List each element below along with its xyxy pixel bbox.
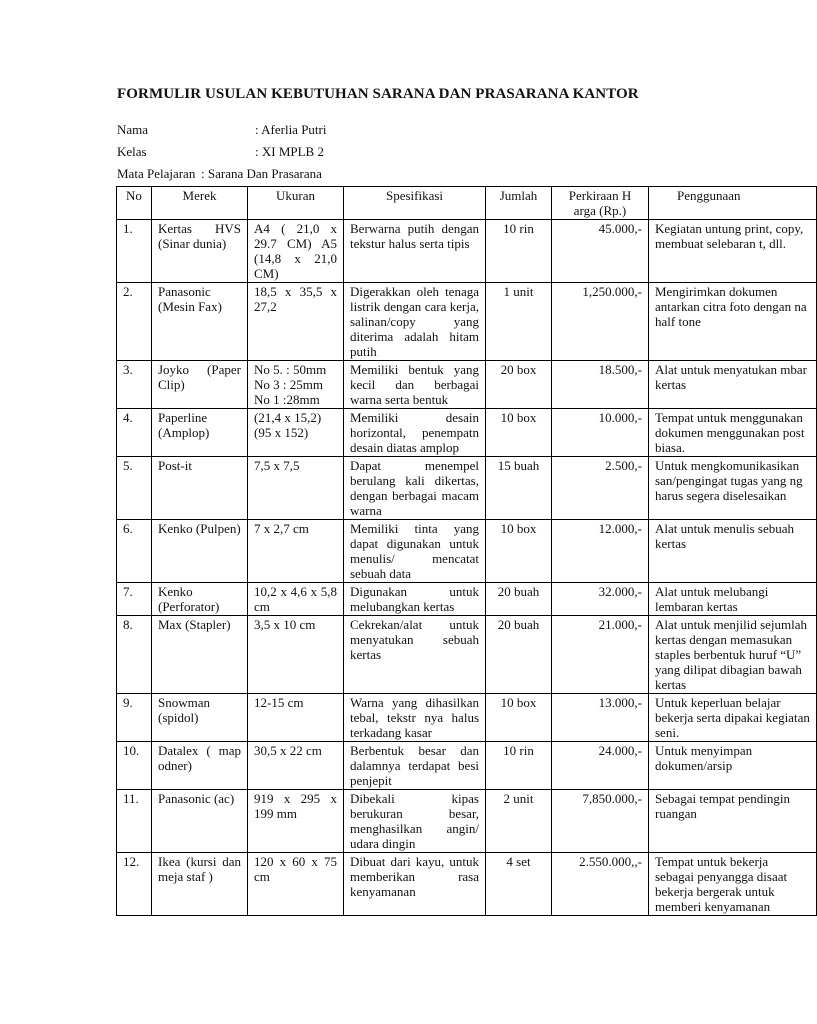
- cell-ukuran: 7,5 x 7,5: [248, 457, 344, 520]
- cell-penggunaan: Tempat untuk menggunakan dokumen menggunakan post biasa.: [649, 409, 817, 457]
- cell-no: 1.: [117, 220, 152, 283]
- table-row: [117, 853, 817, 916]
- table-row: [117, 220, 817, 283]
- cell-penggunaan: Alat untuk melubangi lembaran kertas: [649, 583, 817, 616]
- cell-ukuran: 18,5 x 35,5 x 27,2: [248, 283, 344, 361]
- cell-penggunaan: Untuk menyimpan dokumen/arsip: [649, 742, 817, 790]
- cell-penggunaan: Sebagai tempat pendingin ruangan: [649, 790, 817, 853]
- cell-jumlah: 2 unit: [486, 790, 552, 853]
- table-row: [117, 283, 817, 361]
- cell-harga: 13.000,-: [552, 694, 649, 742]
- cell-ukuran: 30,5 x 22 cm: [248, 742, 344, 790]
- header-jumlah: Jumlah: [486, 187, 552, 220]
- cell-jumlah: 10 box: [486, 694, 552, 742]
- cell-merek: Snowman (spidol): [152, 694, 248, 742]
- cell-jumlah: 15 buah: [486, 457, 552, 520]
- cell-penggunaan: Tempat untuk bekerja sebagai penyangga disaat bekerja bergerak untuk memberi kenyamanan: [649, 853, 817, 916]
- cell-no: 2.: [117, 283, 152, 361]
- table-row: [117, 409, 817, 457]
- meta-row-nama: [117, 122, 327, 138]
- cell-no: 12.: [117, 853, 152, 916]
- cell-merek: Max (Stapler): [152, 616, 248, 694]
- table-row: [117, 790, 817, 853]
- table-header-row: [117, 187, 817, 220]
- cell-penggunaan: Alat untuk menulis sebuah kertas: [649, 520, 817, 583]
- meta-value: : Sarana Dan Prasarana: [201, 166, 322, 181]
- cell-spesifikasi: Cekrekan/alat untuk menyatukan sebuah kertas: [344, 616, 486, 694]
- meta-label: Kelas: [117, 144, 147, 159]
- cell-spesifikasi: Digunakan untuk melubangkan kertas: [344, 583, 486, 616]
- cell-harga: 18.500,-: [552, 361, 649, 409]
- cell-ukuran: 3,5 x 10 cm: [248, 616, 344, 694]
- header-penggunaan: Penggunaan: [649, 187, 817, 220]
- requirements-table: [116, 186, 817, 916]
- cell-harga: 21.000,-: [552, 616, 649, 694]
- cell-jumlah: 10 box: [486, 520, 552, 583]
- cell-merek: Joyko (Paper Clip): [152, 361, 248, 409]
- cell-spesifikasi: Berbentuk besar dan dalamnya terdapat besi penjepit: [344, 742, 486, 790]
- cell-spesifikasi: Dapat menempel berulang kali dikertas, dengan berbagai macam warna: [344, 457, 486, 520]
- header-spesifikasi: Spesifikasi: [344, 187, 486, 220]
- table-row: [117, 694, 817, 742]
- cell-no: 3.: [117, 361, 152, 409]
- cell-merek: Kenko (Perforator): [152, 583, 248, 616]
- cell-spesifikasi: Digerakkan oleh tenaga listrik dengan cara kerja, salinan/copy yang diterima adalah hitam putih: [344, 283, 486, 361]
- header-ukuran: Ukuran: [248, 187, 344, 220]
- cell-no: 10.: [117, 742, 152, 790]
- cell-spesifikasi: Berwarna putih dengan tekstur halus serta tipis: [344, 220, 486, 283]
- cell-penggunaan: Untuk keperluan belajar bekerja serta dipakai kegiatan seni.: [649, 694, 817, 742]
- meta-value: : XI MPLB 2: [255, 144, 324, 159]
- cell-merek: Paperline (Amplop): [152, 409, 248, 457]
- cell-harga: 1,250.000,-: [552, 283, 649, 361]
- cell-merek: Ikea (kursi dan meja staf ): [152, 853, 248, 916]
- cell-jumlah: 10 box: [486, 409, 552, 457]
- cell-harga: 7,850.000,-: [552, 790, 649, 853]
- table-row: [117, 361, 817, 409]
- cell-spesifikasi: Dibuat dari kayu, untuk memberikan rasa kenyamanan: [344, 853, 486, 916]
- cell-no: 6.: [117, 520, 152, 583]
- table-row: [117, 520, 817, 583]
- meta-label: Mata Pelajaran: [117, 166, 196, 181]
- cell-penggunaan: Mengirimkan dokumen antarkan citra foto dengan na half tone: [649, 283, 817, 361]
- cell-harga: 2.500,-: [552, 457, 649, 520]
- cell-jumlah: 20 buah: [486, 583, 552, 616]
- cell-merek: Kertas HVS (Sinar dunia): [152, 220, 248, 283]
- cell-spesifikasi: Memiliki bentuk yang kecil dan berbagai warna serta bentuk: [344, 361, 486, 409]
- cell-merek: Panasonic (Mesin Fax): [152, 283, 248, 361]
- cell-merek: Panasonic (ac): [152, 790, 248, 853]
- cell-ukuran: 7 x 2,7 cm: [248, 520, 344, 583]
- cell-penggunaan: Alat untuk menjilid sejumlah kertas dengan memasukan staples berbentuk huruf “U” yang dilipat dibagian bawah kertas: [649, 616, 817, 694]
- cell-ukuran: 919 x 295 x 199 mm: [248, 790, 344, 853]
- cell-harga: 24.000,-: [552, 742, 649, 790]
- header-merek: Merek: [152, 187, 248, 220]
- cell-spesifikasi: Memiliki tinta yang dapat digunakan untuk menulis/ mencatat sebuah data: [344, 520, 486, 583]
- cell-penggunaan: Kegiatan untung print, copy, membuat selebaran t, dll.: [649, 220, 817, 283]
- cell-ukuran: 12-15 cm: [248, 694, 344, 742]
- cell-jumlah: 4 set: [486, 853, 552, 916]
- cell-harga: 2.550.000,,-: [552, 853, 649, 916]
- cell-no: 5.: [117, 457, 152, 520]
- cell-jumlah: 20 box: [486, 361, 552, 409]
- meta-row-kelas: [117, 144, 324, 160]
- cell-spesifikasi: Dibekali kipas berukuran besar, menghasilkan angin/ udara dingin: [344, 790, 486, 853]
- cell-harga: 32.000,-: [552, 583, 649, 616]
- table-row: [117, 742, 817, 790]
- cell-harga: 45.000,-: [552, 220, 649, 283]
- cell-jumlah: 1 unit: [486, 283, 552, 361]
- cell-merek: Datalex ( map odner): [152, 742, 248, 790]
- page-title: FORMULIR USULAN KEBUTUHAN SARANA DAN PRASARANA KANTOR: [117, 86, 639, 102]
- header-harga: Perkiraan H arga (Rp.): [552, 187, 649, 220]
- cell-harga: 12.000,-: [552, 520, 649, 583]
- cell-jumlah: 10 rin: [486, 220, 552, 283]
- cell-ukuran: A4 ( 21,0 x 29.7 CM) A5 (14,8 x 21,0 CM): [248, 220, 344, 283]
- cell-no: 9.: [117, 694, 152, 742]
- meta-label: Nama: [117, 122, 149, 137]
- cell-spesifikasi: Memiliki desain horizontal, penempatn desain diatas amplop: [344, 409, 486, 457]
- table-row: [117, 616, 817, 694]
- cell-jumlah: 20 buah: [486, 616, 552, 694]
- meta-row-mata-pelajaran: [117, 166, 322, 182]
- cell-ukuran: (21,4 x 15,2) (95 x 152): [248, 409, 344, 457]
- cell-jumlah: 10 rin: [486, 742, 552, 790]
- cell-no: 11.: [117, 790, 152, 853]
- cell-penggunaan: Untuk mengkomunikasikan san/pengingat tugas yang ng harus segera diselesaikan: [649, 457, 817, 520]
- cell-ukuran: 120 x 60 x 75 cm: [248, 853, 344, 916]
- cell-ukuran: No 5. : 50mm No 3 : 25mm No 1 :28mm: [248, 361, 344, 409]
- cell-no: 4.: [117, 409, 152, 457]
- cell-merek: Post-it: [152, 457, 248, 520]
- cell-penggunaan: Alat untuk menyatukan mbar kertas: [649, 361, 817, 409]
- cell-spesifikasi: Warna yang dihasilkan tebal, tekstr nya halus terkadang kasar: [344, 694, 486, 742]
- cell-merek: Kenko (Pulpen): [152, 520, 248, 583]
- meta-value: : Aferlia Putri: [255, 122, 327, 137]
- cell-harga: 10.000,-: [552, 409, 649, 457]
- cell-ukuran: 10,2 x 4,6 x 5,8 cm: [248, 583, 344, 616]
- header-no: No: [117, 187, 152, 220]
- table-row: [117, 457, 817, 520]
- cell-no: 8.: [117, 616, 152, 694]
- cell-no: 7.: [117, 583, 152, 616]
- table-row: [117, 583, 817, 616]
